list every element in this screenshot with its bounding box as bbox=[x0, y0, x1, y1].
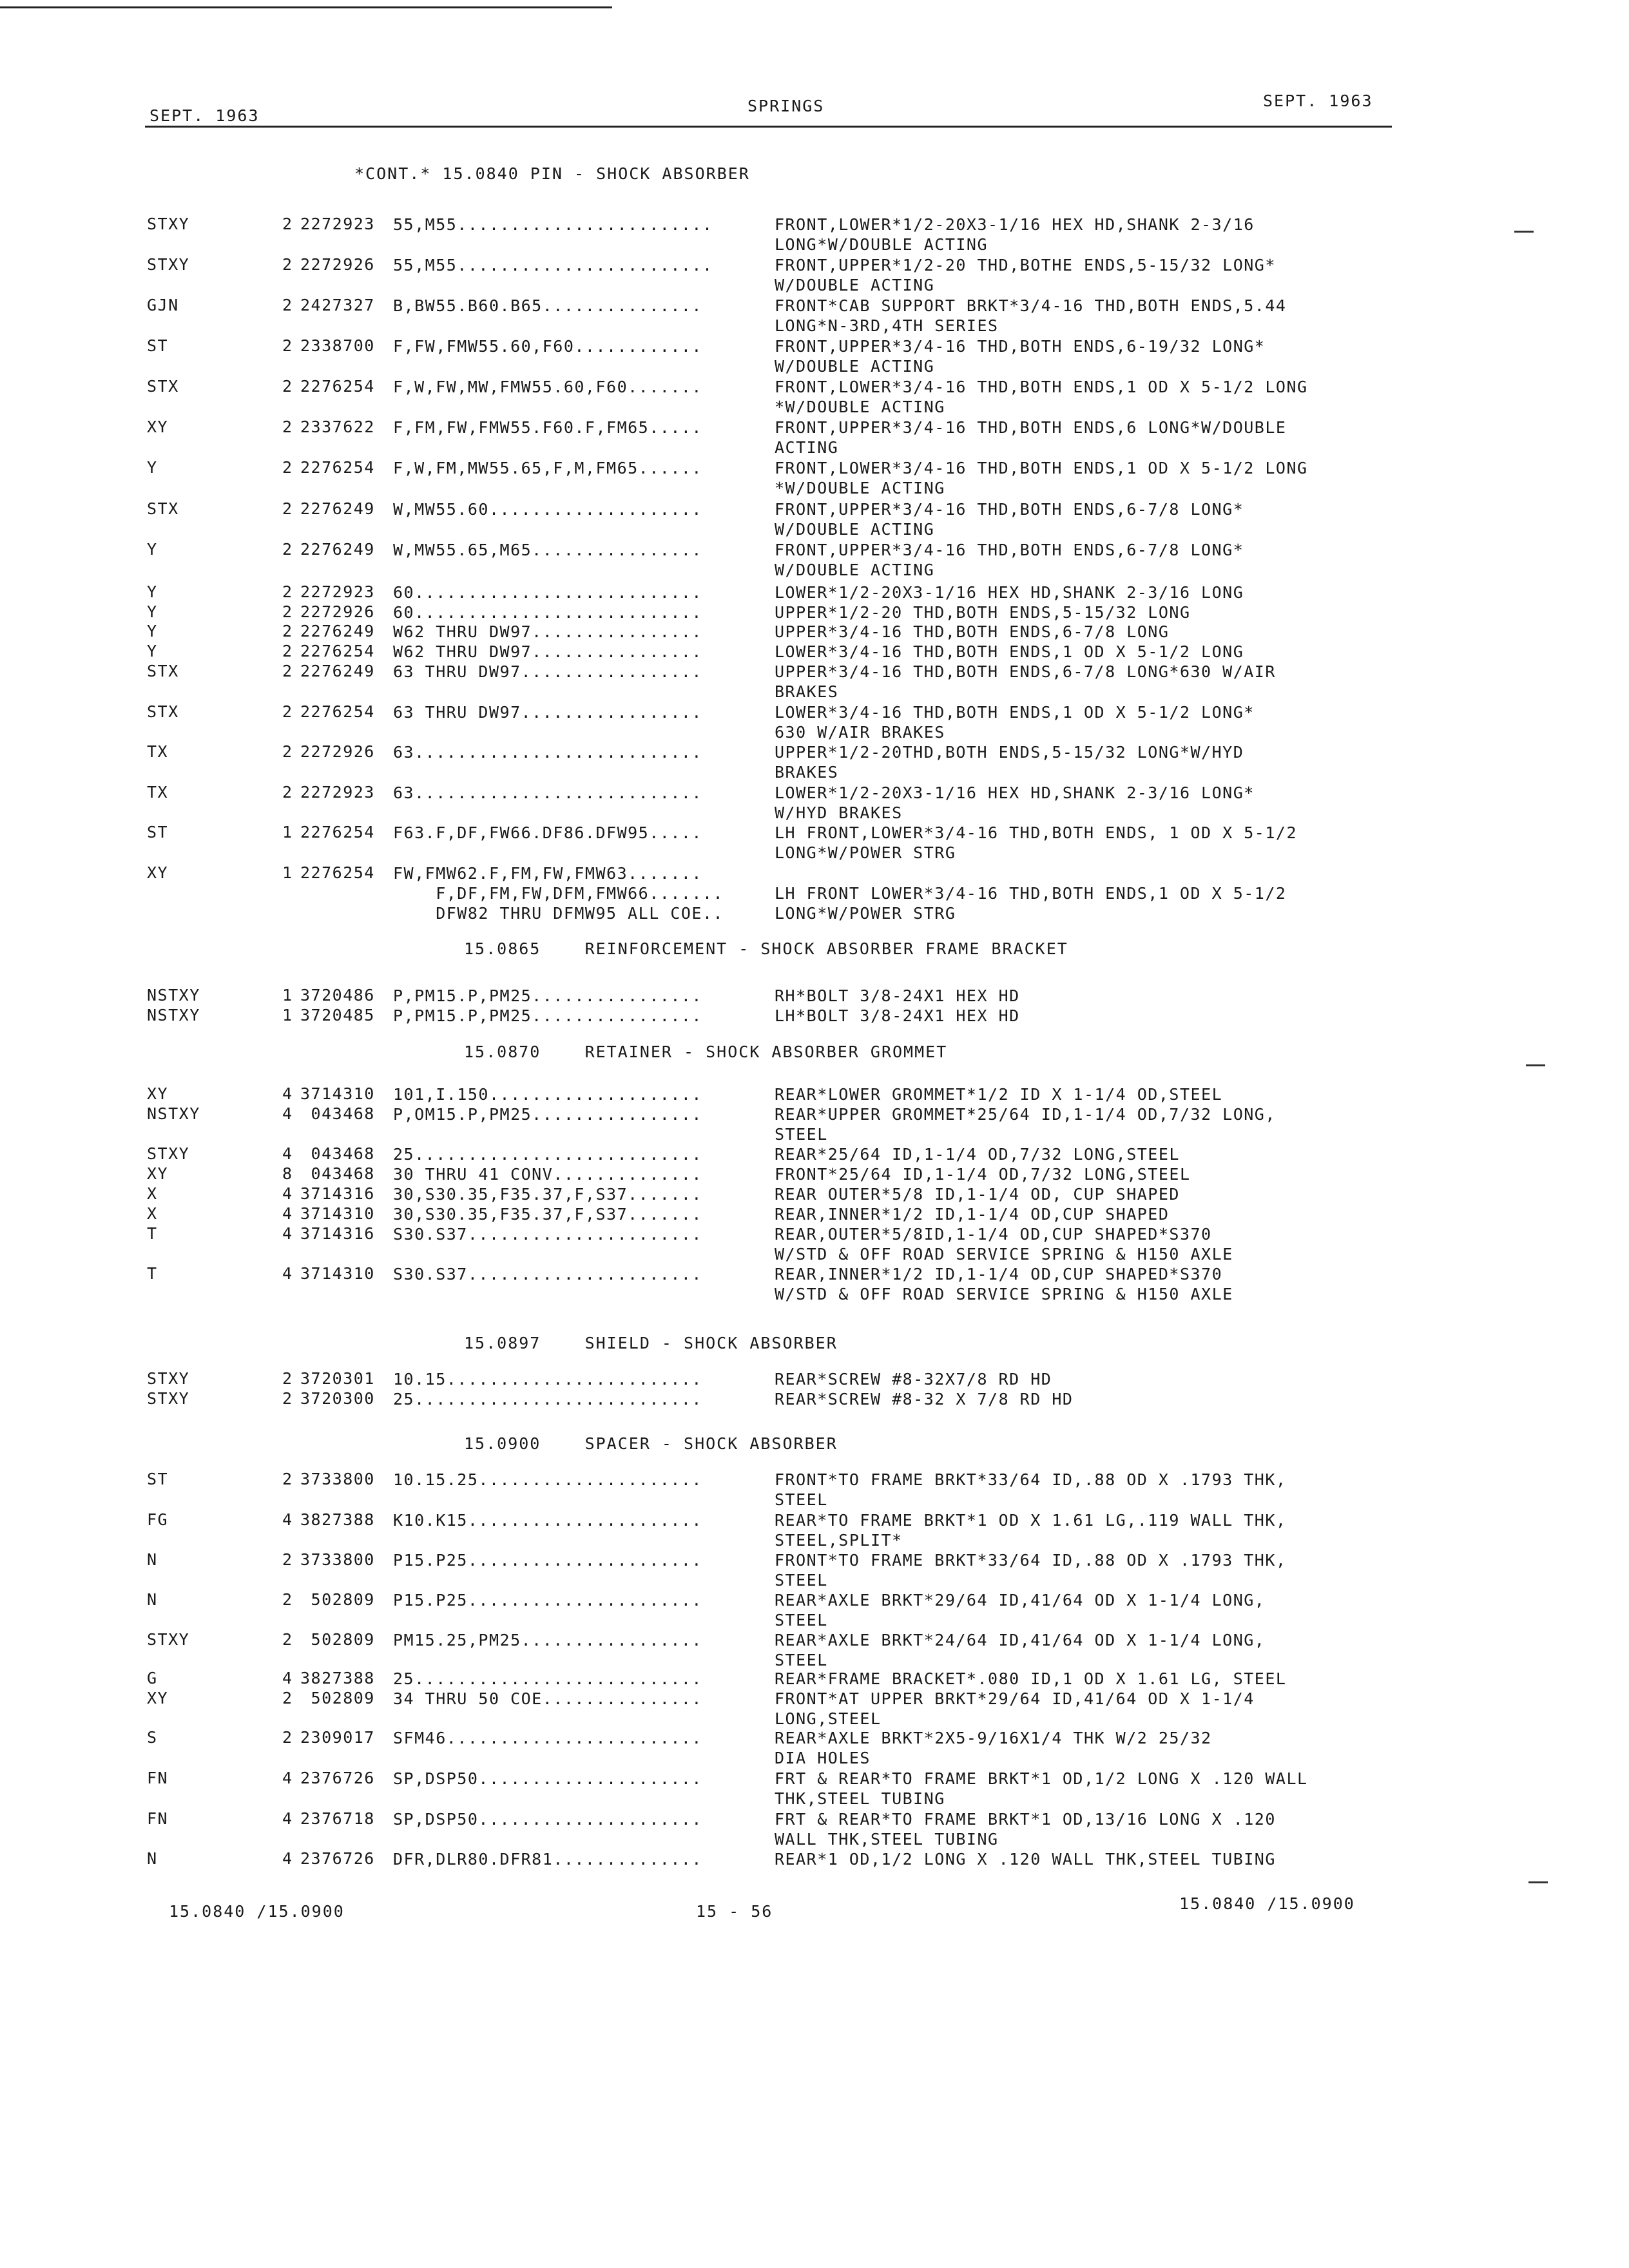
part-number: 3733800 bbox=[300, 1550, 375, 1569]
table-row bbox=[0, 742, 1629, 783]
model-usage: F,FM,FW,FMW55.F60.F,FM65..... bbox=[393, 418, 702, 437]
part-description: REAR,OUTER*5/8ID,1-1/4 OD,CUP SHAPED*S370 W/STD & OFF ROAD SERVICE SPRING & H150 AXLE bbox=[775, 1225, 1233, 1264]
quantity: 2 bbox=[282, 1630, 293, 1649]
part-description: FRONT*AT UPPER BRKT*29/64 ID,41/64 OD X 1-1/4 LONG,STEEL bbox=[775, 1689, 1255, 1728]
model-usage: B,BW55.B60.B65............... bbox=[393, 296, 702, 315]
model-code: STX bbox=[147, 377, 179, 396]
part-number: 2427327 bbox=[300, 296, 375, 314]
part-description: FRONT,UPPER*1/2-20 THD,BOTHE ENDS,5-15/32 LONG* W/DOUBLE ACTING bbox=[775, 256, 1276, 294]
quantity: 2 bbox=[282, 296, 293, 314]
model-usage: 25........................... bbox=[393, 1669, 702, 1688]
quantity: 2 bbox=[282, 622, 293, 640]
table-row bbox=[0, 662, 1629, 703]
quantity: 2 bbox=[282, 1369, 293, 1388]
part-number: 2272923 bbox=[300, 783, 375, 802]
part-description: UPPER*1/2-20THD,BOTH ENDS,5-15/32 LONG*W/HYD BRAKES bbox=[775, 743, 1244, 782]
part-number: 2272926 bbox=[300, 255, 375, 274]
part-description: FRONT,LOWER*3/4-16 THD,BOTH ENDS,1 OD X 5-1/2 LONG *W/DOUBLE ACTING bbox=[775, 378, 1308, 416]
part-description: REAR*UPPER GROMMET*25/64 ID,1-1/4 OD,7/32 LONG, STEEL bbox=[775, 1105, 1276, 1144]
table-row bbox=[0, 1849, 1629, 1890]
part-number: 3827388 bbox=[300, 1669, 375, 1687]
model-code: N bbox=[147, 1550, 158, 1569]
part-number: 2276254 bbox=[300, 863, 375, 882]
model-code: FN bbox=[147, 1809, 169, 1828]
part-number: 2276249 bbox=[300, 499, 375, 518]
quantity: 1 bbox=[282, 863, 293, 882]
model-usage: 63 THRU DW97................. bbox=[393, 703, 702, 722]
quantity: 2 bbox=[282, 215, 293, 233]
top-rule bbox=[0, 6, 612, 8]
part-number: 3714310 bbox=[300, 1084, 375, 1103]
section-heading: 15.0870 RETAINER - SHOCK ABSORBER GROMMET bbox=[464, 1043, 948, 1061]
quantity: 2 bbox=[282, 742, 293, 761]
part-number: 3720485 bbox=[300, 1006, 375, 1024]
quantity: 2 bbox=[282, 1728, 293, 1747]
section-heading: 15.0865 REINFORCEMENT - SHOCK ABSORBER FRAME BRACKET bbox=[464, 939, 1068, 958]
model-usage: S30.S37...................... bbox=[393, 1225, 702, 1244]
margin-mark bbox=[1526, 1064, 1545, 1066]
part-number: 2337622 bbox=[300, 418, 375, 436]
quantity: 2 bbox=[282, 662, 293, 680]
part-description: REAR,INNER*1/2 ID,1-1/4 OD,CUP SHAPED bbox=[775, 1205, 1170, 1224]
model-code: XY bbox=[147, 863, 169, 882]
table-row bbox=[0, 1590, 1629, 1631]
table-row bbox=[0, 1630, 1629, 1671]
table-row bbox=[0, 1769, 1629, 1810]
quantity: 1 bbox=[282, 986, 293, 1004]
model-code: STXY bbox=[147, 1369, 190, 1388]
table-row bbox=[0, 1550, 1629, 1591]
part-number: 3720486 bbox=[300, 986, 375, 1004]
model-code: TX bbox=[147, 742, 169, 761]
model-usage: 25........................... bbox=[393, 1145, 702, 1164]
part-description: UPPER*3/4-16 THD,BOTH ENDS,6-7/8 LONG bbox=[775, 622, 1170, 641]
model-code: FG bbox=[147, 1510, 169, 1529]
model-code: N bbox=[147, 1590, 158, 1609]
model-usage: 60........................... bbox=[393, 583, 702, 602]
part-description: FRONT,LOWER*3/4-16 THD,BOTH ENDS,1 OD X 5-1/2 LONG *W/DOUBLE ACTING bbox=[775, 459, 1308, 497]
model-code: T bbox=[147, 1224, 158, 1243]
quantity: 4 bbox=[282, 1769, 293, 1787]
part-number: 502809 bbox=[300, 1590, 375, 1609]
header-date-left: SEPT. 1963 bbox=[149, 106, 260, 125]
quantity: 2 bbox=[282, 1590, 293, 1609]
model-code: XY bbox=[147, 418, 169, 436]
part-number: 3714310 bbox=[300, 1264, 375, 1283]
part-number: 2276254 bbox=[300, 823, 375, 841]
part-number: 3714316 bbox=[300, 1224, 375, 1243]
model-code: X bbox=[147, 1204, 158, 1223]
quantity: 2 bbox=[282, 1550, 293, 1569]
quantity: 2 bbox=[282, 642, 293, 660]
model-usage: FW,FMW62.F,FM,FW,FMW63....... F,DF,FM,FW,DFM,FMW66....... DFW82 THRU DFMW95 ALL COE.. bbox=[393, 864, 724, 923]
part-number: 2276249 bbox=[300, 622, 375, 640]
model-usage: W62 THRU DW97................ bbox=[393, 642, 702, 661]
part-description: FRT & REAR*TO FRAME BRKT*1 OD,13/16 LONG X .120 WALL THK,STEEL TUBING bbox=[775, 1810, 1276, 1849]
quantity: 4 bbox=[282, 1510, 293, 1529]
table-row bbox=[0, 499, 1629, 541]
section-heading: 15.0897 SHIELD - SHOCK ABSORBER bbox=[464, 1334, 838, 1352]
table-row bbox=[0, 702, 1629, 744]
part-number: 2276254 bbox=[300, 458, 375, 477]
part-description: FRT & REAR*TO FRAME BRKT*1 OD,1/2 LONG X .120 WALL THK,STEEL TUBING bbox=[775, 1769, 1308, 1808]
model-usage: PM15.25,PM25................. bbox=[393, 1631, 702, 1649]
header-rule bbox=[145, 126, 1392, 128]
model-code: XY bbox=[147, 1689, 169, 1707]
quantity: 2 bbox=[282, 582, 293, 601]
model-code: X bbox=[147, 1184, 158, 1203]
model-usage: W,MW55.65,M65................ bbox=[393, 541, 702, 559]
quantity: 4 bbox=[282, 1849, 293, 1868]
header-date-right: SEPT. 1963 bbox=[1263, 91, 1373, 110]
part-number: 3827388 bbox=[300, 1510, 375, 1529]
part-number: 3714316 bbox=[300, 1184, 375, 1203]
quantity: 1 bbox=[282, 823, 293, 841]
table-row bbox=[0, 1809, 1629, 1850]
table-row bbox=[0, 1728, 1629, 1769]
quantity: 4 bbox=[282, 1184, 293, 1203]
model-usage: P15.P25...................... bbox=[393, 1591, 702, 1610]
model-usage: F,W,FW,MW,FMW55.60,F60....... bbox=[393, 378, 702, 396]
model-usage: W62 THRU DW97................ bbox=[393, 622, 702, 641]
part-description: REAR*TO FRAME BRKT*1 OD X 1.61 LG,.119 WALL THK, STEEL,SPLIT* bbox=[775, 1511, 1287, 1550]
model-usage: 10.15.25..................... bbox=[393, 1470, 702, 1489]
part-description: REAR*AXLE BRKT*24/64 ID,41/64 OD X 1-1/4 LONG, STEEL bbox=[775, 1631, 1266, 1669]
part-description: FRONT,UPPER*3/4-16 THD,BOTH ENDS,6 LONG*W/DOUBLE ACTING bbox=[775, 418, 1287, 457]
model-usage: SP,DSP50..................... bbox=[393, 1769, 702, 1788]
model-usage: DFR,DLR80.DFR81.............. bbox=[393, 1850, 702, 1869]
model-usage: P,PM15.P,PM25................ bbox=[393, 986, 702, 1005]
table-row bbox=[0, 418, 1629, 459]
model-usage: S30.S37...................... bbox=[393, 1265, 702, 1283]
part-number: 2376726 bbox=[300, 1849, 375, 1868]
table-row bbox=[0, 1689, 1629, 1730]
model-usage: 55,M55........................ bbox=[393, 215, 713, 234]
table-row bbox=[0, 1224, 1629, 1265]
part-number: 2276254 bbox=[300, 702, 375, 721]
part-description: FRONT,UPPER*3/4-16 THD,BOTH ENDS,6-7/8 LONG* W/DOUBLE ACTING bbox=[775, 541, 1244, 579]
part-description: REAR*SCREW #8-32 X 7/8 RD HD bbox=[775, 1390, 1074, 1408]
part-number: 502809 bbox=[300, 1630, 375, 1649]
model-code: GJN bbox=[147, 296, 179, 314]
table-row bbox=[0, 823, 1629, 864]
model-code: T bbox=[147, 1264, 158, 1283]
part-number: 2272923 bbox=[300, 215, 375, 233]
model-code: STXY bbox=[147, 1630, 190, 1649]
part-description: UPPER*3/4-16 THD,BOTH ENDS,6-7/8 LONG*630 W/AIR BRAKES bbox=[775, 662, 1276, 701]
model-usage: SFM46........................ bbox=[393, 1729, 702, 1747]
model-code: XY bbox=[147, 1084, 169, 1103]
part-number: 2272926 bbox=[300, 742, 375, 761]
part-number: 043468 bbox=[300, 1164, 375, 1183]
part-number: 3720301 bbox=[300, 1369, 375, 1388]
table-row bbox=[0, 1006, 1629, 1047]
quantity: 2 bbox=[282, 540, 293, 559]
part-description: LOWER*1/2-20X3-1/16 HEX HD,SHANK 2-3/16 LONG bbox=[775, 583, 1244, 602]
table-row bbox=[0, 377, 1629, 418]
part-description: LH*BOLT 3/8-24X1 HEX HD bbox=[775, 1006, 1020, 1025]
footer-page-number: 15 - 56 bbox=[696, 1902, 773, 1921]
model-usage: 25........................... bbox=[393, 1390, 702, 1408]
part-number: 2376718 bbox=[300, 1809, 375, 1828]
table-row bbox=[0, 336, 1629, 378]
model-code: ST bbox=[147, 336, 169, 355]
part-description: REAR*25/64 ID,1-1/4 OD,7/32 LONG,STEEL bbox=[775, 1145, 1180, 1164]
model-usage: 63........................... bbox=[393, 743, 702, 762]
part-description: LOWER*1/2-20X3-1/16 HEX HD,SHANK 2-3/16 LONG* W/HYD BRAKES bbox=[775, 783, 1255, 822]
model-code: N bbox=[147, 1849, 158, 1868]
quantity: 2 bbox=[282, 255, 293, 274]
model-usage: 34 THRU 50 COE............... bbox=[393, 1689, 702, 1708]
part-number: 2276249 bbox=[300, 662, 375, 680]
quantity: 4 bbox=[282, 1809, 293, 1828]
part-description: REAR*1 OD,1/2 LONG X .120 WALL THK,STEEL TUBING bbox=[775, 1850, 1276, 1869]
quantity: 2 bbox=[282, 783, 293, 802]
model-code: STXY bbox=[147, 255, 190, 274]
table-row bbox=[0, 1510, 1629, 1552]
part-number: 2276249 bbox=[300, 540, 375, 559]
model-code: STXY bbox=[147, 1389, 190, 1408]
quantity: 4 bbox=[282, 1264, 293, 1283]
quantity: 2 bbox=[282, 702, 293, 721]
model-code: Y bbox=[147, 642, 158, 660]
quantity: 2 bbox=[282, 1689, 293, 1707]
quantity: 4 bbox=[282, 1224, 293, 1243]
model-usage: P,PM15.P,PM25................ bbox=[393, 1006, 702, 1025]
model-code: STXY bbox=[147, 215, 190, 233]
part-number: 3733800 bbox=[300, 1470, 375, 1488]
model-code: Y bbox=[147, 602, 158, 621]
model-code: Y bbox=[147, 458, 158, 477]
part-description: REAR*AXLE BRKT*2X5-9/16X1/4 THK W/2 25/32 DIA HOLES bbox=[775, 1729, 1212, 1767]
part-number: 2276254 bbox=[300, 377, 375, 396]
part-number: 043468 bbox=[300, 1144, 375, 1163]
table-row bbox=[0, 458, 1629, 499]
model-code: NSTXY bbox=[147, 1104, 200, 1123]
margin-mark bbox=[1514, 231, 1534, 233]
model-code: NSTXY bbox=[147, 1006, 200, 1024]
part-description: REAR*FRAME BRACKET*.080 ID,1 OD X 1.61 LG, STEEL bbox=[775, 1669, 1287, 1688]
model-code: FN bbox=[147, 1769, 169, 1787]
part-description: RH*BOLT 3/8-24X1 HEX HD bbox=[775, 986, 1020, 1005]
quantity: 2 bbox=[282, 1470, 293, 1488]
quantity: 2 bbox=[282, 1389, 293, 1408]
quantity: 8 bbox=[282, 1164, 293, 1183]
quantity: 4 bbox=[282, 1669, 293, 1687]
margin-mark bbox=[1528, 1881, 1548, 1883]
part-number: 502809 bbox=[300, 1689, 375, 1707]
section-heading: 15.0900 SPACER - SHOCK ABSORBER bbox=[464, 1434, 838, 1453]
part-description: REAR*LOWER GROMMET*1/2 ID X 1-1/4 OD,STEEL bbox=[775, 1085, 1223, 1104]
quantity: 4 bbox=[282, 1144, 293, 1163]
table-row bbox=[0, 1389, 1629, 1430]
model-usage: 10.15........................ bbox=[393, 1370, 702, 1389]
header-title: SPRINGS bbox=[747, 97, 825, 115]
part-number: 3714310 bbox=[300, 1204, 375, 1223]
quantity: 2 bbox=[282, 336, 293, 355]
model-code: TX bbox=[147, 783, 169, 802]
part-description: FRONT,UPPER*3/4-16 THD,BOTH ENDS,6-19/32 LONG* W/DOUBLE ACTING bbox=[775, 337, 1266, 376]
model-code: S bbox=[147, 1728, 158, 1747]
table-row bbox=[0, 863, 1629, 923]
part-number: 043468 bbox=[300, 1104, 375, 1123]
model-code: G bbox=[147, 1669, 158, 1687]
quantity: 2 bbox=[282, 418, 293, 436]
model-code: STX bbox=[147, 662, 179, 680]
part-number: 2276254 bbox=[300, 642, 375, 660]
model-usage: P15.P25...................... bbox=[393, 1551, 702, 1570]
model-code: STX bbox=[147, 499, 179, 518]
table-row bbox=[0, 255, 1629, 296]
footer-left: 15.0840 /15.0900 bbox=[169, 1902, 345, 1921]
model-code: NSTXY bbox=[147, 986, 200, 1004]
quantity: 1 bbox=[282, 1006, 293, 1024]
model-usage: 101,I.150.................... bbox=[393, 1085, 702, 1104]
part-description: REAR,INNER*1/2 ID,1-1/4 OD,CUP SHAPED*S370 W/STD & OFF ROAD SERVICE SPRING & H150 AXLE bbox=[775, 1265, 1233, 1303]
part-description: FRONT*CAB SUPPORT BRKT*3/4-16 THD,BOTH ENDS,5.44 LONG*N-3RD,4TH SERIES bbox=[775, 296, 1287, 335]
part-description: FRONT,LOWER*1/2-20X3-1/16 HEX HD,SHANK 2-3/16 LONG*W/DOUBLE ACTING bbox=[775, 215, 1255, 254]
quantity: 4 bbox=[282, 1204, 293, 1223]
model-usage: 30,S30.35,F35.37,F,S37....... bbox=[393, 1205, 702, 1224]
part-description: LOWER*3/4-16 THD,BOTH ENDS,1 OD X 5-1/2 LONG bbox=[775, 642, 1244, 661]
table-row bbox=[0, 1264, 1629, 1305]
model-usage: 63........................... bbox=[393, 783, 702, 802]
model-usage: 63 THRU DW97................. bbox=[393, 662, 702, 681]
part-description: FRONT*TO FRAME BRKT*33/64 ID,.88 OD X .1793 THK, STEEL bbox=[775, 1551, 1287, 1590]
part-number: 2376726 bbox=[300, 1769, 375, 1787]
model-code: STX bbox=[147, 702, 179, 721]
model-code: Y bbox=[147, 582, 158, 601]
part-description: UPPER*1/2-20 THD,BOTH ENDS,5-15/32 LONG bbox=[775, 603, 1191, 622]
quantity: 4 bbox=[282, 1104, 293, 1123]
section-heading: *CONT.* 15.0840 PIN - SHOCK ABSORBER bbox=[354, 164, 750, 183]
part-description: LH FRONT,LOWER*3/4-16 THD,BOTH ENDS, 1 OD X 5-1/2 LONG*W/POWER STRG bbox=[775, 823, 1298, 862]
model-usage: P,OM15.P,PM25................ bbox=[393, 1105, 702, 1124]
table-row bbox=[0, 215, 1629, 256]
quantity: 2 bbox=[282, 377, 293, 396]
table-row bbox=[0, 1104, 1629, 1146]
quantity: 2 bbox=[282, 458, 293, 477]
model-code: STXY bbox=[147, 1144, 190, 1163]
model-usage: SP,DSP50..................... bbox=[393, 1810, 702, 1829]
quantity: 4 bbox=[282, 1084, 293, 1103]
part-description: FRONT*25/64 ID,1-1/4 OD,7/32 LONG,STEEL bbox=[775, 1165, 1191, 1184]
table-row bbox=[0, 540, 1629, 581]
model-code: Y bbox=[147, 622, 158, 640]
table-row bbox=[0, 783, 1629, 824]
quantity: 2 bbox=[282, 602, 293, 621]
table-row bbox=[0, 296, 1629, 337]
model-usage: 60........................... bbox=[393, 603, 702, 622]
part-number: 2338700 bbox=[300, 336, 375, 355]
part-description: REAR OUTER*5/8 ID,1-1/4 OD, CUP SHAPED bbox=[775, 1185, 1180, 1204]
part-description: FRONT*TO FRAME BRKT*33/64 ID,.88 OD X .1793 THK, STEEL bbox=[775, 1470, 1287, 1509]
part-number: 2272926 bbox=[300, 602, 375, 621]
part-description: LOWER*3/4-16 THD,BOTH ENDS,1 OD X 5-1/2 LONG* 630 W/AIR BRAKES bbox=[775, 703, 1255, 742]
model-usage: F,W,FM,MW55.65,F,M,FM65...... bbox=[393, 459, 702, 477]
table-row bbox=[0, 1470, 1629, 1511]
model-code: Y bbox=[147, 540, 158, 559]
model-code: ST bbox=[147, 823, 169, 841]
part-description: FRONT,UPPER*3/4-16 THD,BOTH ENDS,6-7/8 LONG* W/DOUBLE ACTING bbox=[775, 500, 1244, 539]
part-description: REAR*AXLE BRKT*29/64 ID,41/64 OD X 1-1/4 LONG, STEEL bbox=[775, 1591, 1266, 1629]
footer-right: 15.0840 /15.0900 bbox=[1179, 1894, 1355, 1913]
part-number: 2309017 bbox=[300, 1728, 375, 1747]
part-number: 2272923 bbox=[300, 582, 375, 601]
model-usage: 55,M55........................ bbox=[393, 256, 713, 274]
part-description: REAR*SCREW #8-32X7/8 RD HD bbox=[775, 1370, 1052, 1389]
part-number: 3720300 bbox=[300, 1389, 375, 1408]
model-usage: K10.K15...................... bbox=[393, 1511, 702, 1530]
quantity: 2 bbox=[282, 499, 293, 518]
model-usage: 30 THRU 41 CONV.............. bbox=[393, 1165, 702, 1184]
part-description: LH FRONT LOWER*3/4-16 THD,BOTH ENDS,1 OD X 5-1/2 LONG*W/POWER STRG bbox=[775, 884, 1287, 923]
model-code: XY bbox=[147, 1164, 169, 1183]
model-usage: F,FW,FMW55.60,F60............ bbox=[393, 337, 702, 356]
model-usage: 30,S30.35,F35.37,F,S37....... bbox=[393, 1185, 702, 1204]
model-usage: F63.F,DF,FW66.DF86.DFW95..... bbox=[393, 823, 702, 842]
model-code: ST bbox=[147, 1470, 169, 1488]
model-usage: W,MW55.60.................... bbox=[393, 500, 702, 519]
